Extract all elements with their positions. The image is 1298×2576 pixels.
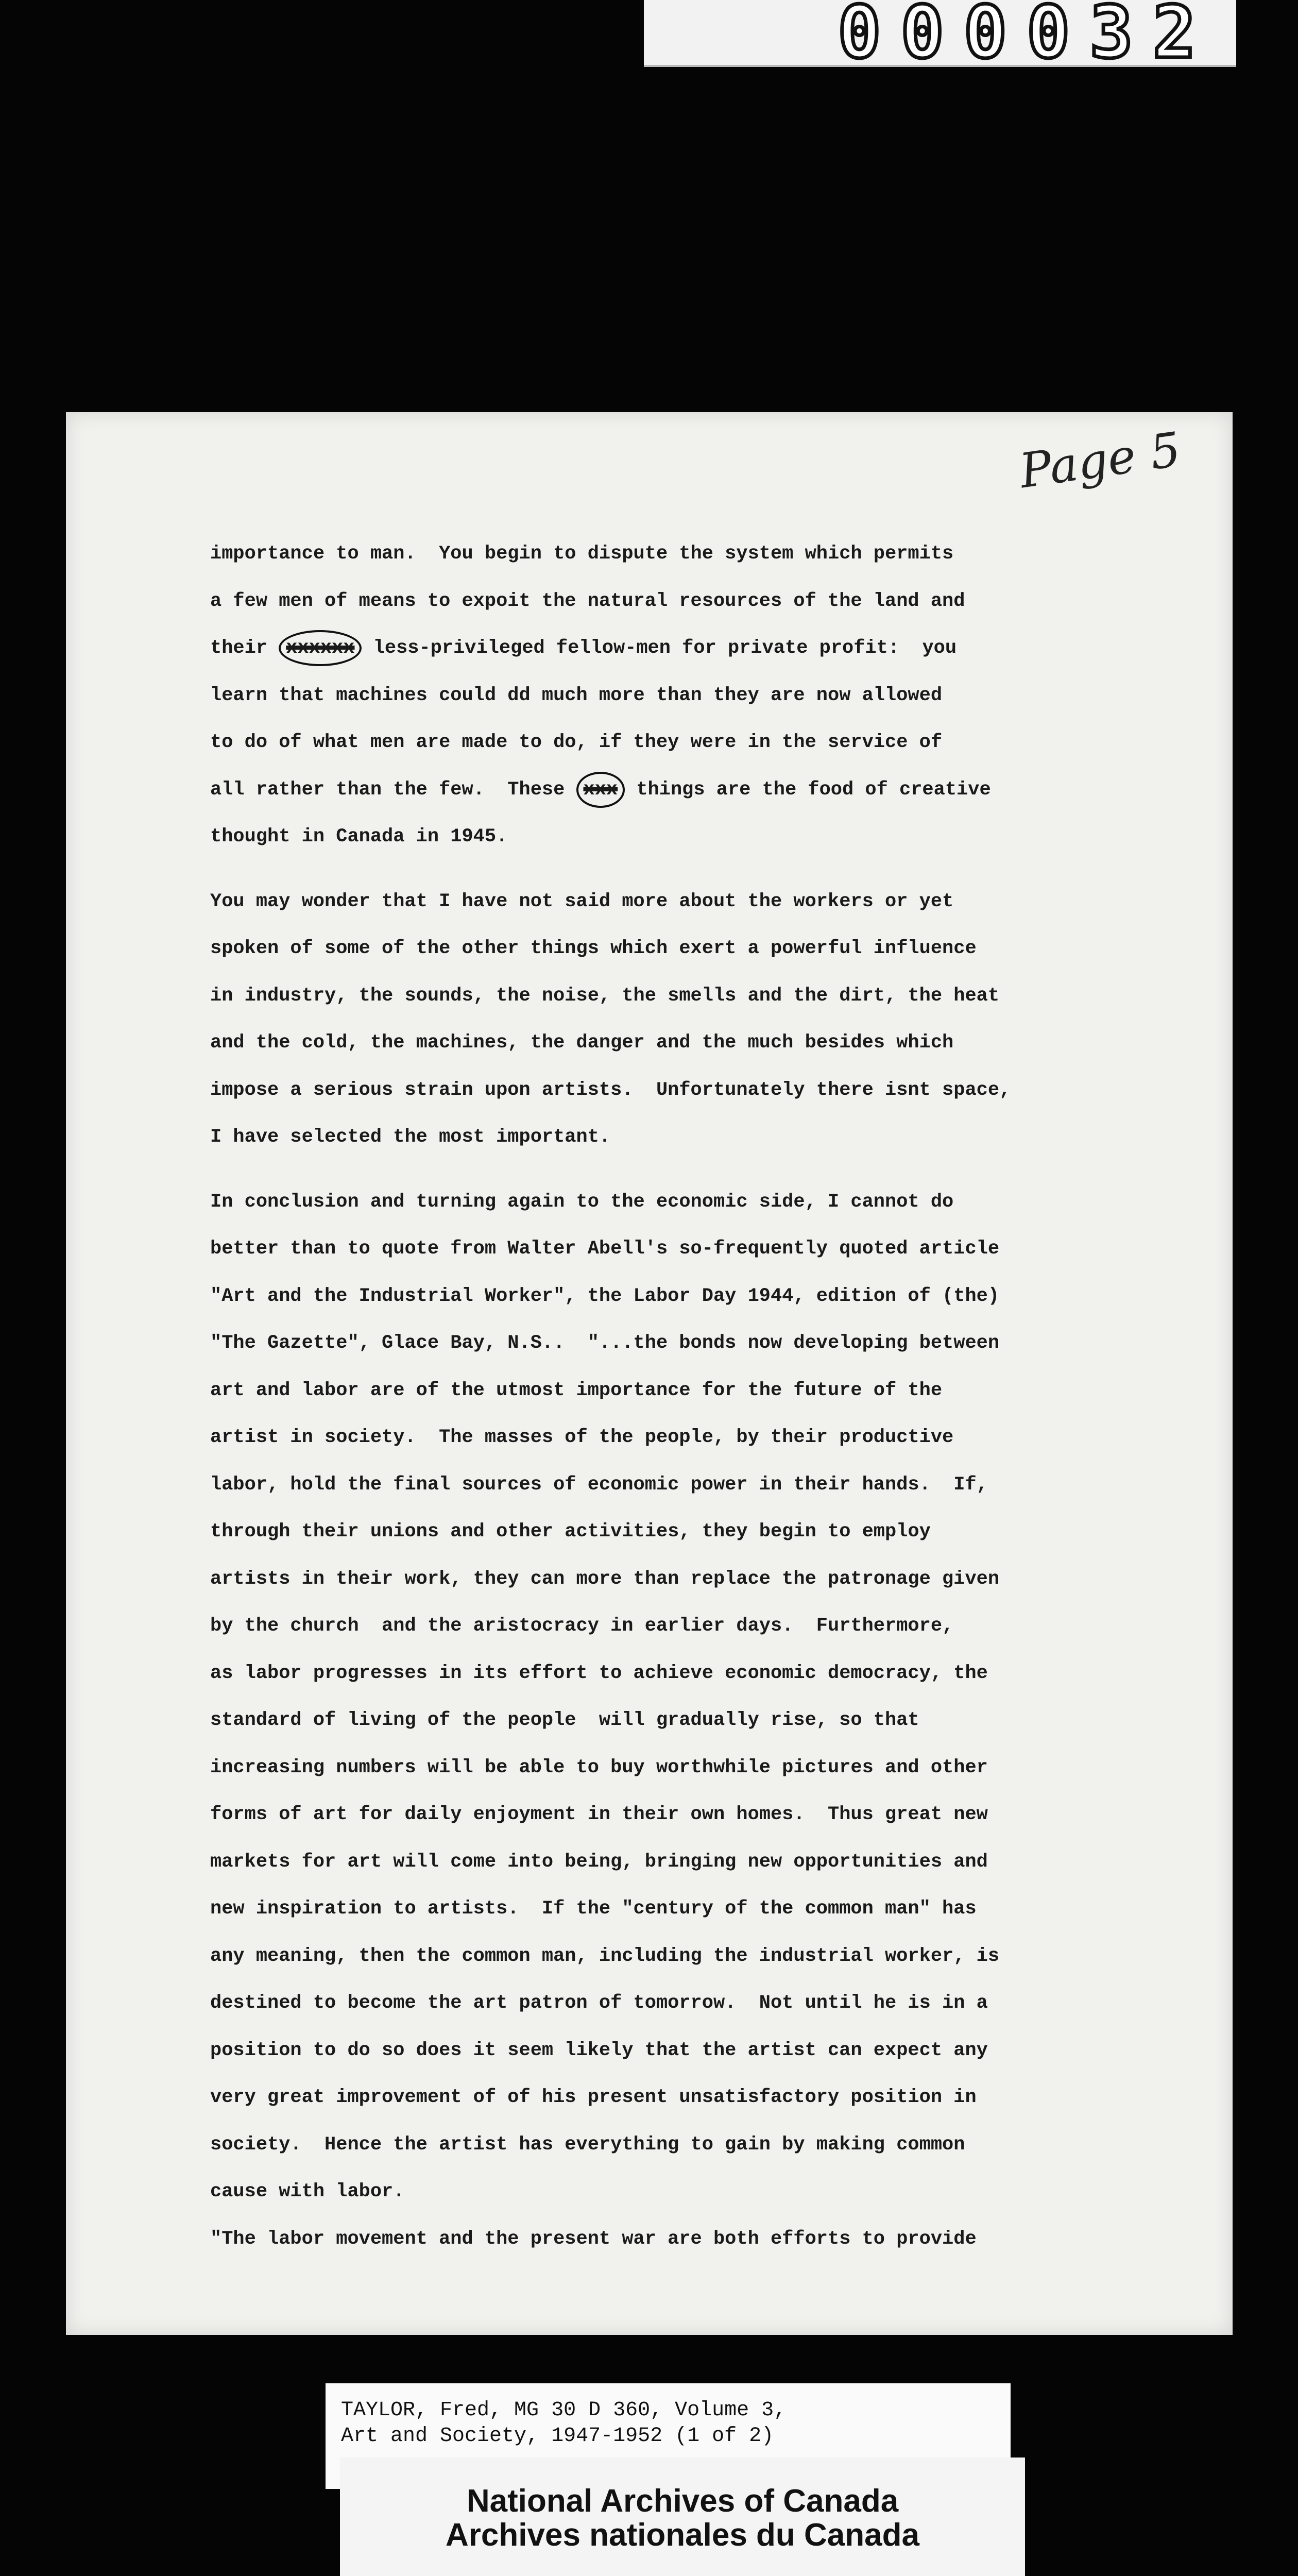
text-line: by the church and the aristocracy in earlier days. Furthermore,: [210, 1615, 954, 1637]
typed-body-text: [210, 531, 1189, 2263]
document-page: [66, 412, 1233, 2335]
handwritten-page-mark: Page 5: [1016, 421, 1184, 499]
text-line: importance to man. You begin to dispute the system which permits: [210, 543, 954, 565]
text-line: standard of living of the people will gradually rise, so that: [210, 1709, 919, 1731]
text-line: You may wonder that I have not said more about the workers or yet: [210, 890, 954, 912]
text-line: In conclusion and turning again to the economic side, I cannot do: [210, 1191, 954, 1213]
text-line: "The Gazette", Glace Bay, N.S.. "...the bonds now developing between: [210, 1332, 1000, 1354]
reference-label-line-2: Art and Society, 1947-1952 (1 of 2): [341, 2425, 774, 2448]
archive-label: [340, 2458, 1025, 2576]
text-line: as labor progresses in its effort to achieve economic democracy, the: [210, 1662, 988, 1684]
paragraph: [210, 878, 1189, 1161]
text-line: spoken of some of the other things which exert a powerful influence: [210, 938, 977, 959]
text-line: "The labor movement and the present war are both efforts to provide: [210, 2228, 977, 2250]
text-line: position to do so does it seem likely that the artist can expect any: [210, 2039, 988, 2061]
text-line: increasing numbers will be able to buy worthwhile pictures and other: [210, 1756, 988, 1778]
text-line: through their unions and other activities, they begin to employ: [210, 1521, 931, 1543]
text-line: in industry, the sounds, the noise, the smells and the dirt, the heat: [210, 985, 1000, 1007]
text-line: all rather than the few. These xxx things are the food of creative: [210, 767, 1189, 814]
text-line: and the cold, the machines, the danger and the much besides which: [210, 1032, 954, 1054]
text-line: "Art and the Industrial Worker", the Labor Day 1944, edition of (the): [210, 1285, 1000, 1307]
text-line: labor, hold the final sources of economic power in their hands. If,: [210, 1473, 988, 1496]
text-line: artists in their work, they can more than replace the patronage given: [210, 1568, 1000, 1590]
text-line: artist in society. The masses of the people, by their productive: [210, 1427, 954, 1448]
text-line: destined to become the art patron of tomorrow. Not until he is in a: [210, 1992, 988, 2014]
text-line: better than to quote from Walter Abell's so-frequently quoted article: [210, 1238, 1000, 1260]
text-line: society. Hence the artist has everything to gain by making common: [210, 2133, 965, 2156]
text-line: thought in Canada in 1945.: [210, 826, 508, 848]
circled-deletion: xxxxxx: [279, 630, 362, 666]
archive-label-english: National Archives of Canada: [466, 2483, 899, 2519]
text-line: a few men of means to expoit the natural resources of the land and: [210, 590, 965, 612]
text-line: forms of art for daily enjoyment in their own homes. Thus great new: [210, 1804, 988, 1825]
paragraph: [210, 531, 1189, 861]
reference-label-line-1: TAYLOR, Fred, MG 30 D 360, Volume 3,: [341, 2399, 787, 2422]
text-line: impose a serious strain upon artists. Unfortunately there isnt space,: [210, 1079, 1011, 1101]
frame-number: 000032: [644, 0, 1236, 67]
text-line: their xxxxxx less-privileged fellow-men for private profit: you: [210, 625, 1189, 672]
text-line: markets for art will come into being, bringing new opportunities and: [210, 1851, 988, 1873]
text-line: art and labor are of the utmost importance for the future of the: [210, 1379, 943, 1401]
text-line: to do of what men are made to do, if they were in the service of: [210, 732, 943, 753]
text-line: any meaning, then the common man, including the industrial worker, is: [210, 1945, 1000, 1967]
text-line: I have selected the most important.: [210, 1126, 611, 1148]
circled-deletion: xxx: [576, 772, 625, 808]
text-line: learn that machines could dd much more than they are now allowed: [210, 684, 943, 706]
text-line: new inspiration to artists. If the "century of the common man" has: [210, 1898, 977, 1920]
archive-label-french: Archives nationales du Canada: [446, 2517, 919, 2553]
text-line: cause with labor.: [210, 2181, 405, 2202]
paragraph: [210, 1179, 1189, 2263]
text-line: very great improvement of of his present unsatisfactory position in: [210, 2087, 977, 2108]
